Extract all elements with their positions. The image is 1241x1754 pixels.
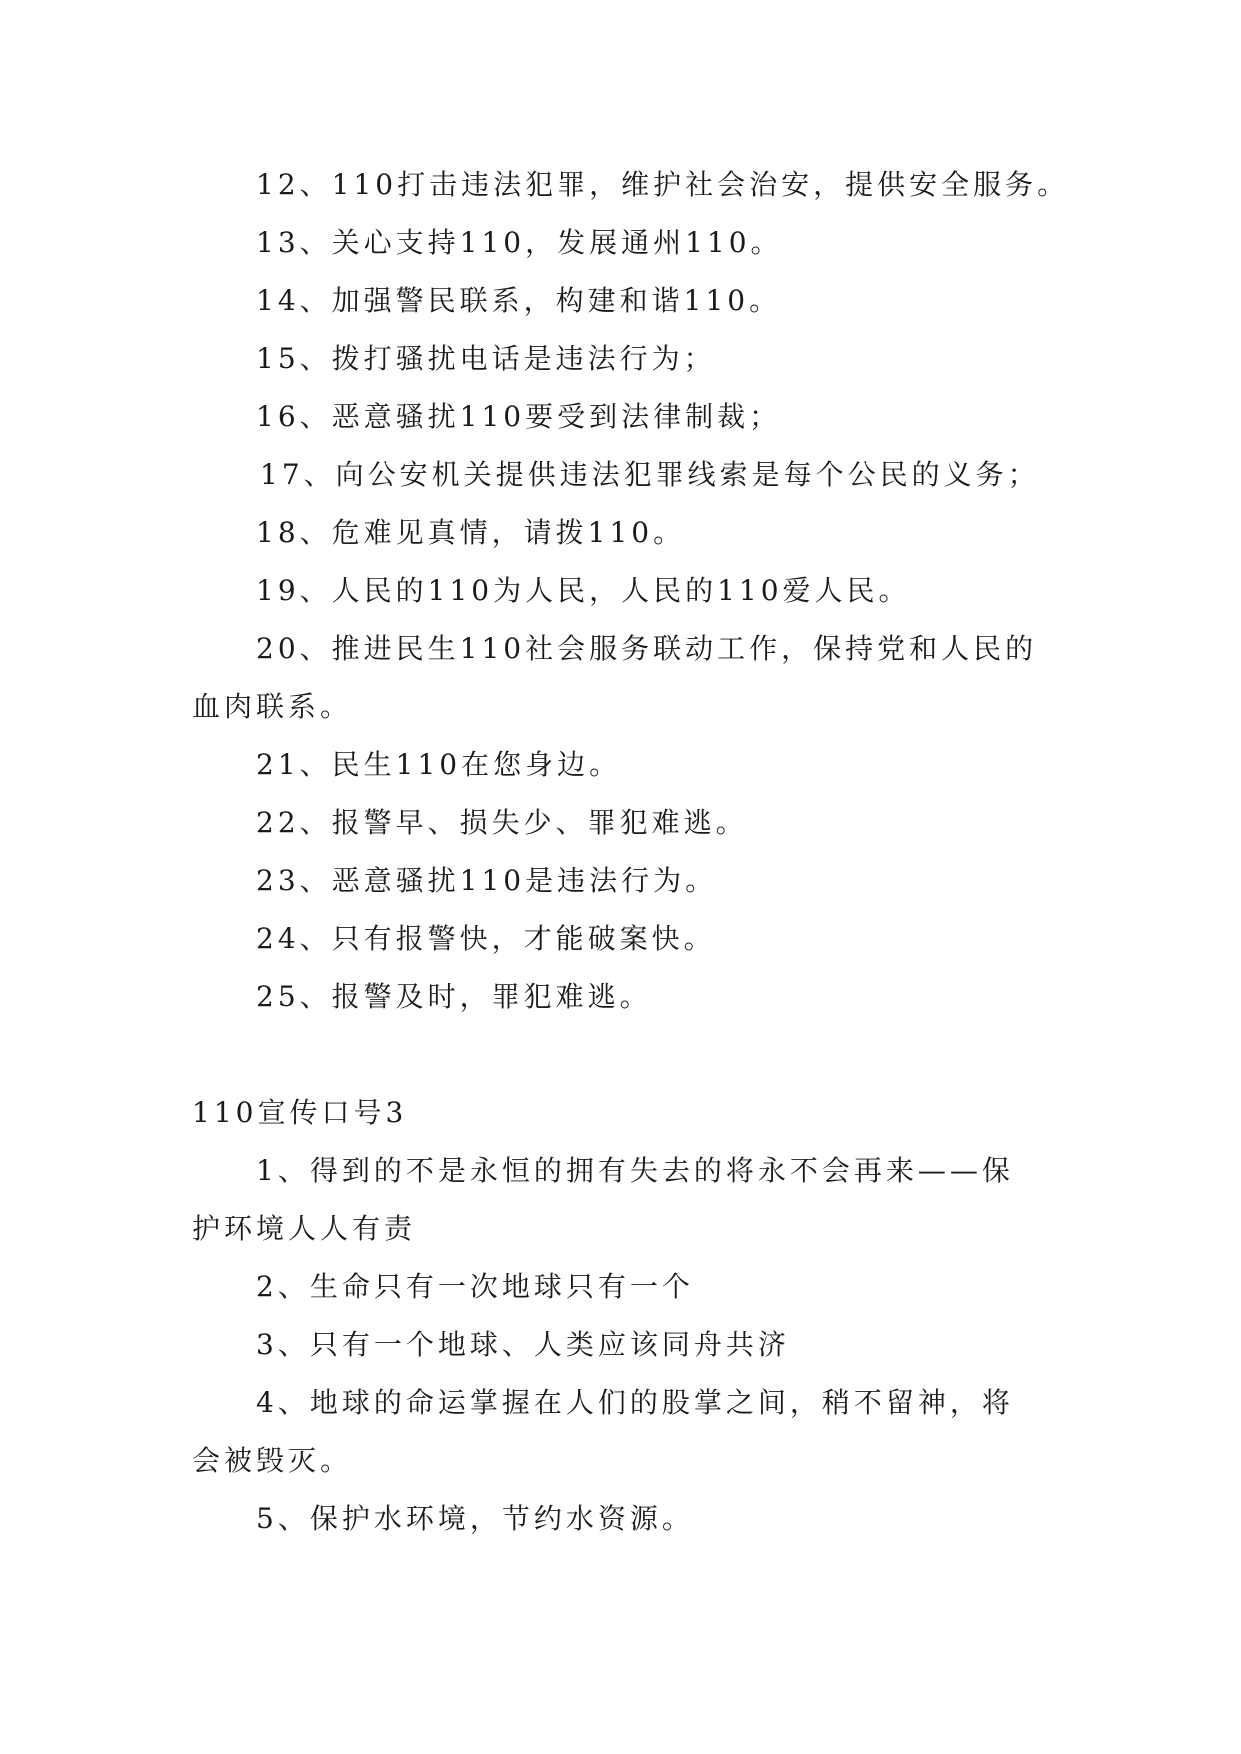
slogan-25: 25、报警及时，罪犯难逃。 xyxy=(256,980,652,1013)
section3-item-4-line1: 4、地球的命运掌握在人们的股掌之间，稍不留神，将 xyxy=(256,1386,1014,1419)
section3-item-4-line2: 会被毁灭。 xyxy=(192,1444,353,1477)
section3-item-5: 5、保护水环境，节约水资源。 xyxy=(256,1502,694,1535)
slogan-13: 13、关心支持110，发展通州110。 xyxy=(256,226,783,259)
slogan-19: 19、人民的110为人民，人民的110爱人民。 xyxy=(256,574,911,607)
slogan-21: 21、民生110在您身边。 xyxy=(256,748,622,781)
slogan-12: 12、110打击违法犯罪，维护社会治安，提供安全服务。 xyxy=(256,168,1070,201)
section3-item-1-line2: 护环境人人有责 xyxy=(192,1212,417,1245)
slogan-14: 14、加强警民联系，构建和谐110。 xyxy=(256,284,782,317)
slogan-15: 15、拨打骚扰电话是违法行为； xyxy=(256,342,716,375)
slogan-22: 22、报警早、损失少、罪犯难逃。 xyxy=(256,806,748,839)
slogan-20-line1: 20、推进民生110社会服务联动工作，保持党和人民的 xyxy=(256,632,1038,665)
slogan-24: 24、只有报警快，才能破案快。 xyxy=(256,922,716,955)
section3-item-1-line1: 1、得到的不是永恒的拥有失去的将永不会再来——保 xyxy=(256,1154,1014,1187)
slogan-20-line2: 血肉联系。 xyxy=(192,690,353,723)
slogan-16: 16、恶意骚扰110要受到法律制裁； xyxy=(256,400,782,433)
section3-item-2: 2、生命只有一次地球只有一个 xyxy=(256,1270,694,1303)
section3-item-3: 3、只有一个地球、人类应该同舟共济 xyxy=(256,1328,790,1361)
section-heading: 110宣传口号3 xyxy=(192,1096,408,1129)
slogan-17: 17、向公安机关提供违法犯罪线索是每个公民的义务； xyxy=(260,458,1040,491)
slogan-23: 23、恶意骚扰110是违法行为。 xyxy=(256,864,718,897)
slogan-18: 18、危难见真情，请拨110。 xyxy=(256,516,686,549)
